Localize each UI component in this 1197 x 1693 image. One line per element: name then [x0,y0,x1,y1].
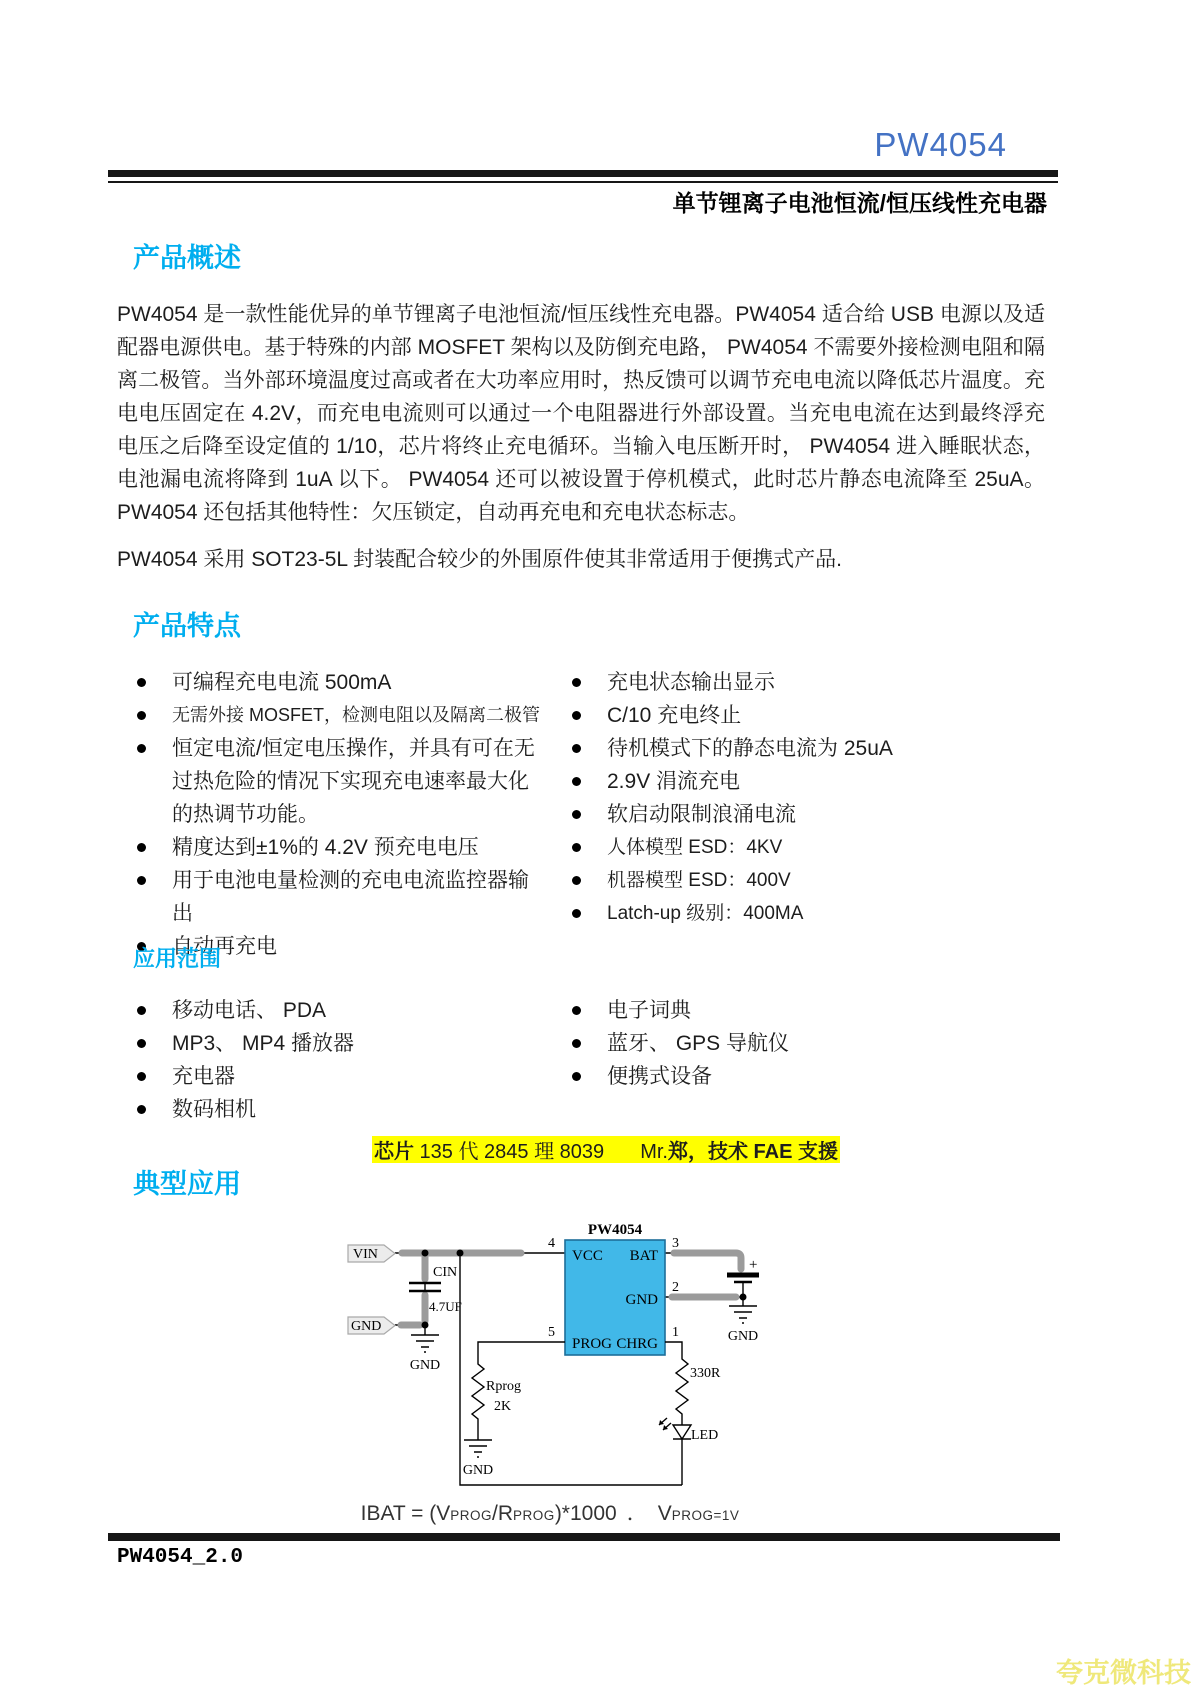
feature-text: 恒定电流/恒定电压操作，并具有可在无过热危险的情况下实现充电速率最大化的热调节功能。 [172,737,535,826]
cin-label: CIN [433,1265,458,1280]
feature-text: 精度达到±1%的 4.2V 预充电电压 [172,836,479,859]
led-icon [673,1425,691,1439]
rprog-value: 2K [494,1399,512,1414]
formula-part: V [657,1502,672,1525]
feature-text: 无需外接 MOSFET，检测电阻以及隔离二极管 [172,705,540,725]
formula-part: )*1000 [554,1502,617,1525]
contact-person: 郑，技术 FAE 支援 [667,1141,838,1163]
bullet-icon [572,810,581,819]
rled-resistor-icon [665,1342,688,1425]
bullet-icon [572,909,581,918]
list-item [572,1027,1062,1060]
rled-value: 330R [690,1366,721,1381]
list-item [572,897,1062,930]
feature-text: 充电状态输出显示 [607,671,775,694]
led-label: LED [691,1428,719,1443]
feature-text: 用于电池电量检测的充电电流监控器输出 [172,869,529,925]
bullet-icon [572,843,581,852]
pin-number-2: 2 [672,1280,679,1295]
junction-dot [422,1250,429,1257]
contact-highlight [372,1136,840,1163]
header-rule-thick [108,170,1058,177]
applications-heading: 应用范围 [133,946,222,971]
formula-subscript: PROG=1V [671,1508,740,1523]
pin-number-5: 5 [548,1325,555,1340]
list-item [137,666,549,699]
applications-list-left [137,994,549,1126]
ground-icon [729,1306,757,1323]
footer-rule [108,1533,1060,1541]
feature-text: 人体模型 ESD：4KV [607,837,783,858]
pin-label-bat: BAT [629,1248,658,1264]
feature-text: 软启动限制浪涌电流 [607,803,796,826]
application-text: 电子词典 [607,999,691,1022]
list-item [137,864,549,930]
bullet-icon [572,777,581,786]
page-title: PW4054 [874,126,1007,163]
bat-trace [674,1253,741,1269]
bullet-icon [137,876,146,885]
list-item [572,864,1062,897]
list-item [572,798,1062,831]
applications-list-right [572,994,1062,1093]
junction-dot [740,1294,747,1301]
formula-part: /R [492,1502,514,1525]
vin-tag-label: VIN [353,1247,378,1262]
application-text: 蓝牙、 GPS 导航仪 [607,1032,790,1055]
contact-label: 芯片 [374,1141,414,1163]
gnd-tag-label: GND [351,1319,382,1334]
pin-label-chrg: CHRG [616,1336,658,1352]
feature-text: 自动再充电 [172,935,277,958]
bullet-icon [137,744,146,753]
feature-text: C/10 充电终止 [607,704,742,727]
list-item [572,732,1062,765]
list-item [137,1027,549,1060]
contact-number: 135 代 2845 理 8039 [414,1141,605,1163]
overview-paragraph-1: PW4054 是一款性能优异的单节锂离子电池恒流/恒压线性充电器。PW4054 适合给 USB 电源以及适配器电源供电。基于特殊的内部 MOSFET 架构以及防倒充电路， PW4054 不需要外接检测电阻和隔离二极管。当外部环境温度过高或者在大功率应用时，热反馈可以调节充电电流以降低芯片温度。充电电压固定在 4.2V，而充电电流则可以通过一个电阻器进行外部设置。当充电电流在达到最终浮充电压之后降至设定值的 1/10，芯片将终止充电循环。当输入电压断开时， PW4054 进入睡眠状态，电池漏电流将降到 1uA 以下。 PW4054 还可以被设置于停机模式，此时芯片静态电流降至 25uA。PW4054 还包括其他特性：欠压锁定，自动再充电和充电状态标志。 [117,303,1045,524]
gnd-label: GND [409,1358,441,1373]
ibat-formula [300,1497,800,1527]
bullet-icon [137,1105,146,1114]
bullet-icon [572,1072,581,1081]
bullet-icon [137,1072,146,1081]
typical-application-heading: 典型应用 [133,1169,241,1199]
document-version: PW4054_2.0 [117,1546,244,1569]
bullet-icon [572,1039,581,1048]
bullet-icon [572,711,581,720]
junction-dot [457,1250,464,1257]
ground-icon [411,1335,439,1352]
rprog-label: Rprog [486,1379,521,1394]
bullet-icon [137,1039,146,1048]
pin-label-prog: PROG [572,1336,613,1352]
bullet-icon [137,843,146,852]
list-item [572,831,1062,864]
contact-right [640,1135,838,1164]
typical-application-schematic [300,1218,800,1496]
feature-text: Latch-up 级别：400MA [607,903,804,924]
ground-icon [464,1440,492,1457]
contact-prefix: Mr. [640,1141,668,1163]
list-item [137,699,549,732]
list-item [572,666,1062,699]
led-cathode-wire [673,1439,691,1485]
bullet-icon [572,876,581,885]
cin-value: 4.7UF [429,1299,462,1314]
battery-plus-sign: + [749,1257,758,1273]
pin-label-vcc: VCC [572,1248,603,1264]
overview-heading: 产品概述 [133,243,241,273]
application-text: 便携式设备 [607,1065,712,1088]
header-rule-thin [108,181,1058,183]
list-item [572,994,1062,1027]
bullet-icon [137,1006,146,1015]
application-text: MP3、 MP4 播放器 [172,1032,355,1055]
gnd-label: GND [462,1463,494,1478]
pin-label-gnd: GND [625,1292,658,1308]
list-item [137,994,549,1027]
watermark: 夸克微科技 [1056,1658,1191,1688]
bullet-icon [137,678,146,687]
application-text: 充电器 [172,1065,235,1088]
chip-title: PW4054 [587,1222,643,1238]
feature-text: 待机模式下的静态电流为 25uA [607,737,893,760]
pin-number-1: 1 [672,1325,679,1340]
bullet-icon [572,744,581,753]
features-heading: 产品特点 [133,611,241,641]
feature-text: 2.9V 涓流充电 [607,770,741,793]
list-item [137,831,549,864]
list-item [572,1060,1062,1093]
list-item [137,1060,549,1093]
overview-paragraph-2: PW4054 采用 SOT23-5L 封装配合较少的外围原件使其非常适用于便携式产品. [117,548,842,571]
features-list-left [137,666,549,963]
pin-number-3: 3 [672,1236,679,1251]
application-text: 数码相机 [172,1098,256,1121]
list-item [572,765,1062,798]
feature-text: 可编程充电电流 500mA [172,671,392,694]
junction-dot [422,1322,429,1329]
bullet-icon [137,711,146,720]
application-text: 移动电话、 PDA [172,999,327,1022]
bullet-icon [572,1006,581,1015]
pin-number-4: 4 [548,1236,555,1251]
gnd-label: GND [727,1329,759,1344]
formula-part: IBAT = (V [360,1502,451,1525]
list-item [137,732,549,831]
formula-subscript: PROG [513,1508,555,1523]
feature-text: 机器模型 ESD：400V [607,870,791,891]
list-item [137,1093,549,1126]
doc-subtitle: 单节锂离子电池恒流/恒压线性充电器 [672,190,1047,216]
contact-left [374,1135,604,1164]
bullet-icon [572,678,581,687]
features-list-right [572,666,1062,930]
formula-separator: ． [626,1502,648,1525]
list-item [572,699,1062,732]
formula-subscript: PROG [450,1508,493,1523]
